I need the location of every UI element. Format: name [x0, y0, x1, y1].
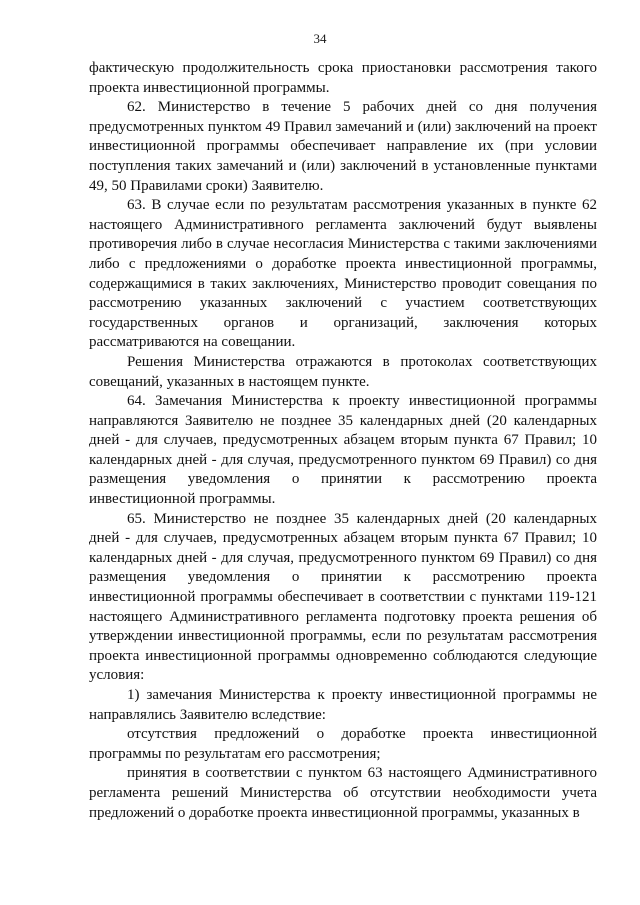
paragraph-65-condition-1: 1) замечания Министерства к проекту инвестиционной программы не направлялись Заявителю вследствие: — [89, 687, 597, 723]
paragraph-63: 63. В случае если по результатам рассмотрения указанных в пункте 62 настоящего Административного регламента заключений будут выявлены противоречия либо в случае несогласия Министерства с такими заключениями либо с предложениями о доработке проекта инвестиционной программы, содержащимися в таких заключениях, Министерство проводит совещания по рассмотрению указанных заключений с участием соответствующих государственных органов и организаций, заключения которых рассматриваются на совещании. — [89, 197, 597, 351]
paragraph-65-absence: отсутствия предложений о доработке проекта инвестиционной программы по результатам его рассмотрения; — [89, 726, 597, 762]
paragraph-63-decisions: Решения Министерства отражаются в протоколах соответствующих совещаний, указанных в настоящем пункте. — [89, 353, 597, 390]
document-body — [89, 59, 597, 823]
paragraph-64: 64. Замечания Министерства к проекту инвестиционной программы направляются Заявителю не позднее 35 календарных дней (20 календарных дней - для случаев, предусмотренных абзацем вторым пункта 67 Правил; 10 календарных дней - для случая, предусмотренного пунктом 69 Правил) со дня размещения уведомления о принятии к рассмотрению проекта инвестиционной программы. — [89, 393, 597, 508]
paragraph-65: 65. Министерство не позднее 35 календарных дней (20 календарных дней - для случаев, предусмотренных абзацем вторым пункта 67 Правил; 10 календарных дней - для случая, предусмотренного пунктом 69 Правил) со дня размещения уведомления о принятии к рассмотрению проекта инвестиционной программы обеспечивает в соответствии с пунктами 119-121 настоящего Административного регламента подготовку проекта решения об утверждении инвестиционной программы, если по результатам рассмотрения проекта инвестиционной программы одновременно соблюдаются следующие условия: — [89, 510, 597, 684]
paragraph-62: 62. Министерство в течение 5 рабочих дней со дня получения предусмотренных пунктом 49 Правил замечаний и (или) заключений на проект инвестиционной программы обеспечивает направление их (при условии поступления таких замечаний и (или) заключений в установленные пунктами 49, 50 Правилами сроки) Заявителю. — [89, 99, 597, 194]
paragraph-65-adoption: принятия в соответствии с пунктом 63 настоящего Административного регламента решений Министерства об отсутствии необходимости учета предложений о доработке проекта инвестиционной программы, указанных в — [89, 765, 597, 821]
page-number: 34 — [313, 31, 327, 46]
paragraph-continuation: фактическую продолжительность срока приостановки рассмотрения такого проекта инвестиционной программы. — [89, 60, 597, 96]
